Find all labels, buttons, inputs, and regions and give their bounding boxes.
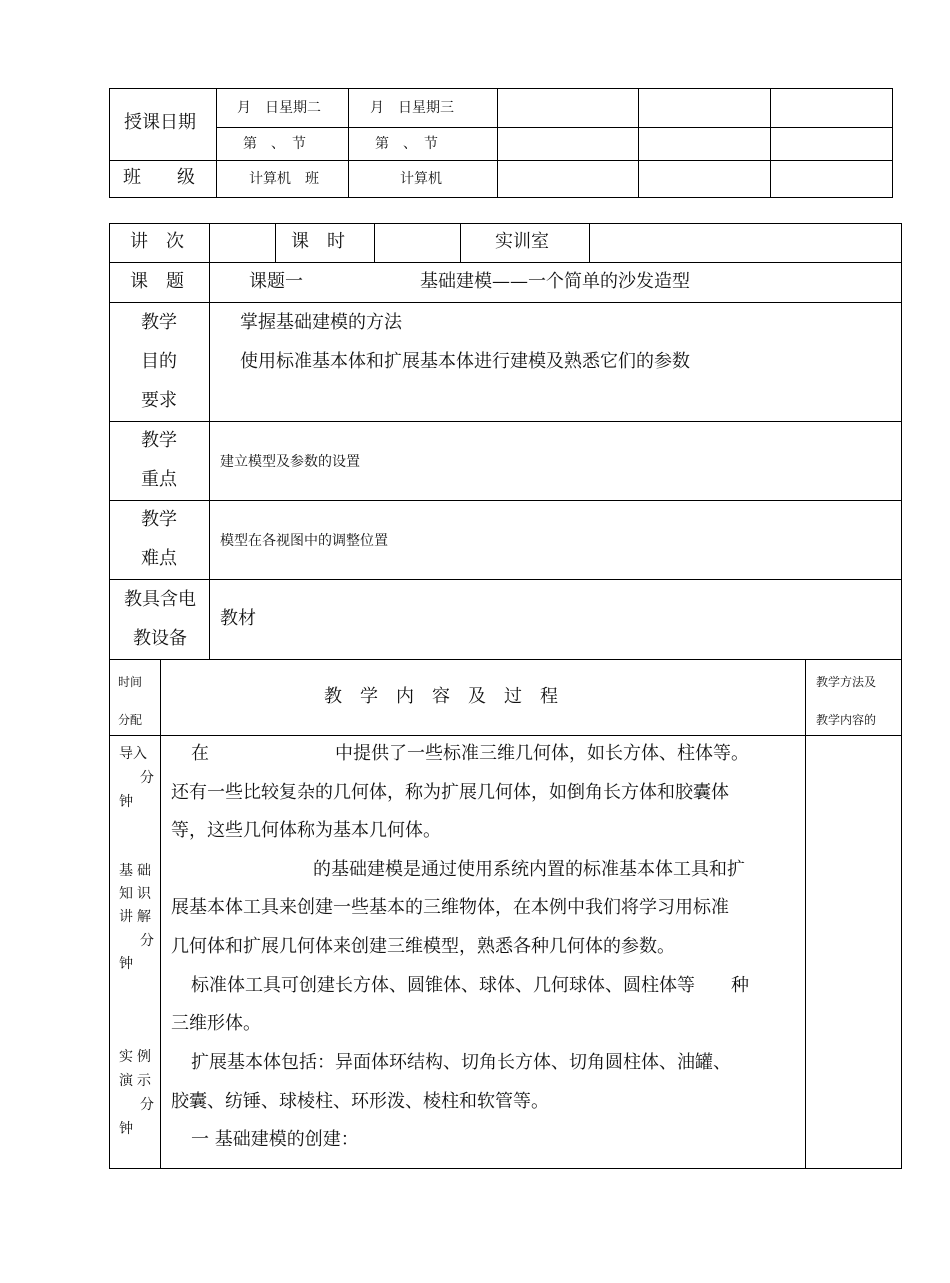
equipment-text: 教材 [220,608,256,629]
process-heading: 教 学 内 容 及 过 程 [324,686,558,707]
topic-label: 课 题 [130,271,184,292]
sidebar-intro-1: 导入 [119,746,147,762]
method-label-2: 教学内容的 [816,713,877,727]
goal-item-2: 使用标准基本体和扩展基本体进行建模及熟悉它们的参数 [240,351,690,372]
focus-text: 建立模型及参数的设置 [220,454,360,470]
goal-label-3: 要求 [141,390,177,411]
sidebar-demo-3: 分 [140,1097,154,1113]
time-label-2: 分配 [118,713,143,727]
room-label: 实训室 [495,231,549,252]
body-line-9: 扩展基本体包括：异面体环结构、切角长方体、切角圆柱体、油罐、 [191,1052,731,1073]
body-line-7: 标准体工具可创建长方体、圆锥体、球体、几何球体、圆柱体等 种 [191,975,749,996]
class-col2: 计算机 [400,171,442,187]
class-col1: 计算机 班 [249,171,319,187]
equipment-label-2: 教设备 [133,628,187,649]
topic-title: 基础建模——一个简单的沙发造型 [420,271,690,292]
goal-item-1: 掌握基础建模的方法 [240,312,402,333]
body-line-8: 三维形体。 [171,1013,261,1034]
goal-label-1: 教学 [141,312,177,333]
difficulty-label-2: 难点 [141,548,177,569]
equipment-label-1: 教具含电 [124,589,196,610]
sidebar-basic-5: 钟 [119,956,133,972]
method-label-1: 教学方法及 [816,675,877,689]
date-col2: 月 日星期三 [370,100,454,116]
sidebar-intro-3: 钟 [119,794,133,810]
sidebar-basic-2: 知识 [119,886,155,902]
sidebar-demo-1: 实例 [119,1049,155,1065]
date-label: 授课日期 [124,112,196,133]
body-line-11: 一 基础建模的创建： [191,1129,359,1150]
sidebar-demo-2: 演示 [119,1073,155,1089]
goal-label-2: 目的 [141,351,177,372]
difficulty-text: 模型在各视图中的调整位置 [220,533,388,549]
sidebar-demo-4: 钟 [119,1121,133,1137]
hours-label: 课 时 [291,231,345,252]
body-line-1: 在 中提供了一些标准三维几何体，如长方体、柱体等。 [191,743,749,764]
session-label: 讲 次 [130,231,184,252]
focus-label-2: 重点 [141,469,177,490]
body-line-5: 展基本体工具来创建一些基本的三维物体，在本例中我们将学习用标准 [171,897,729,918]
sidebar-basic-3: 讲解 [119,909,155,925]
date-col1: 月 日星期二 [237,100,321,116]
class-label: 班 级 [123,167,195,188]
body-line-6: 几何体和扩展几何体来创建三维模型，熟悉各种几何体的参数。 [171,936,675,957]
focus-label-1: 教学 [141,430,177,451]
period-col2: 第 、 节 [375,136,438,152]
topic-number: 课题一 [249,271,303,292]
body-line-4: 的基础建模是通过使用系统内置的标准基本体工具和扩 [313,859,745,880]
body-line-3: 等，这些几何体称为基本几何体。 [171,820,441,841]
time-label-1: 时间 [118,675,143,689]
difficulty-label-1: 教学 [141,509,177,530]
body-line-2: 还有一些比较复杂的几何体，称为扩展几何体，如倒角长方体和胶囊体 [171,782,729,803]
body-line-10: 胶囊、纺锤、球棱柱、环形泼、棱柱和软管等。 [171,1091,549,1112]
sidebar-basic-1: 基础 [119,863,155,879]
period-col1: 第 、 节 [243,136,306,152]
sidebar-intro-2: 分 [140,770,154,786]
sidebar-basic-4: 分 [140,933,154,949]
